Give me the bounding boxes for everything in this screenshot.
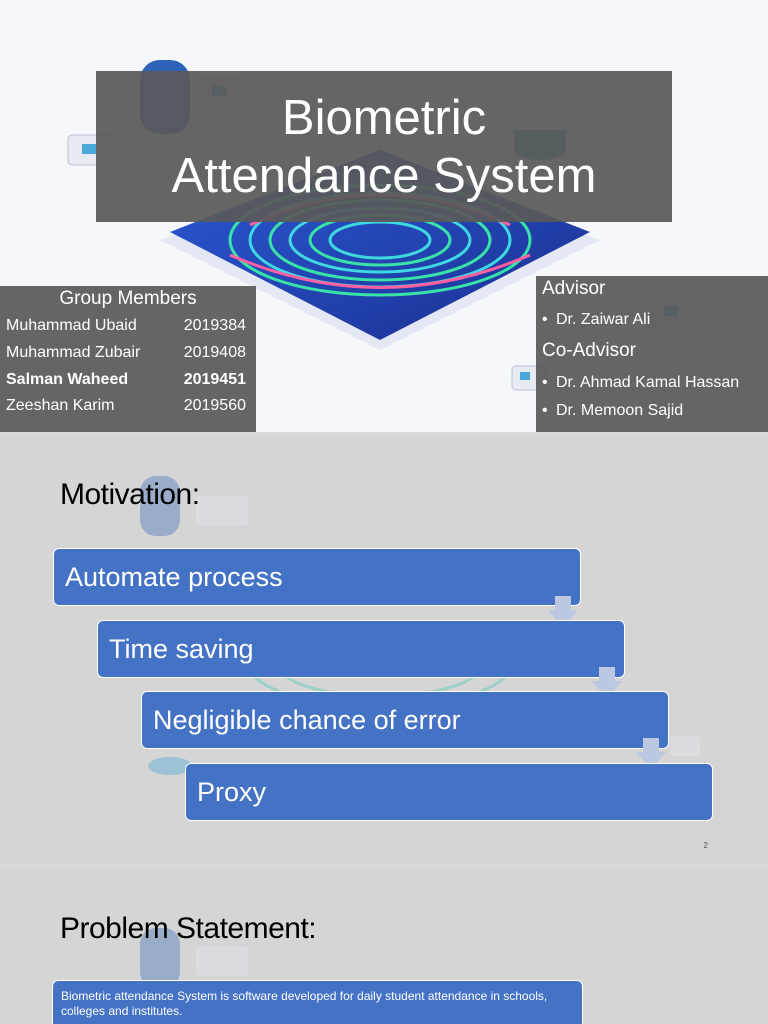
co-advisor-item <box>542 374 739 392</box>
member-name: Muhammad Zubair <box>6 344 141 361</box>
step-box-1: Automate process <box>53 548 581 606</box>
bullet-icon: • <box>542 374 548 391</box>
title-box <box>96 71 672 222</box>
member-row <box>6 371 250 397</box>
co-advisor-heading: Co-Advisor <box>542 340 636 361</box>
member-name: Salman Waheed <box>6 371 129 388</box>
co-advisor-name: Dr. Ahmad Kamal Hassan <box>556 374 740 391</box>
advisors-box <box>536 276 768 432</box>
problem-statement-heading: Problem Statement: <box>60 912 317 945</box>
advisor-name: Dr. Zaiwar Ali <box>556 311 651 328</box>
member-id: 2019560 <box>183 397 246 414</box>
member-name: Zeeshan Karim <box>6 397 115 414</box>
member-id: 2019408 <box>183 344 246 361</box>
member-row <box>6 397 250 423</box>
co-advisor-item <box>542 402 683 420</box>
member-row <box>6 344 250 370</box>
member-id: 2019451 <box>183 371 246 388</box>
title-line-1: Biometric <box>281 90 487 145</box>
title-slide <box>0 0 768 432</box>
step-box-3: Negligible chance of error <box>141 691 669 749</box>
members-heading: Group Members <box>59 288 197 309</box>
group-members-box <box>0 286 256 432</box>
member-id: 2019384 <box>183 317 246 334</box>
title-line-2: Attendance System <box>171 148 597 203</box>
step-box-2: Time saving <box>97 620 625 678</box>
advisor-item <box>542 311 650 329</box>
co-advisor-name: Dr. Memoon Sajid <box>556 402 684 419</box>
bullet-icon: • <box>542 311 548 328</box>
motivation-slide <box>0 436 768 864</box>
member-name: Muhammad Ubaid <box>6 317 137 334</box>
problem-statement-text: Biometric attendance System is software developed for daily student attendance in schools, colleges and institutes. <box>52 980 583 1024</box>
problem-statement-slide <box>0 868 768 1024</box>
advisor-heading: Advisor <box>542 278 606 299</box>
page-number: 2 <box>703 841 708 850</box>
member-row <box>6 317 250 343</box>
bullet-icon: • <box>542 402 548 419</box>
motivation-heading: Motivation: <box>60 478 200 511</box>
step-box-4: Proxy <box>185 763 713 821</box>
